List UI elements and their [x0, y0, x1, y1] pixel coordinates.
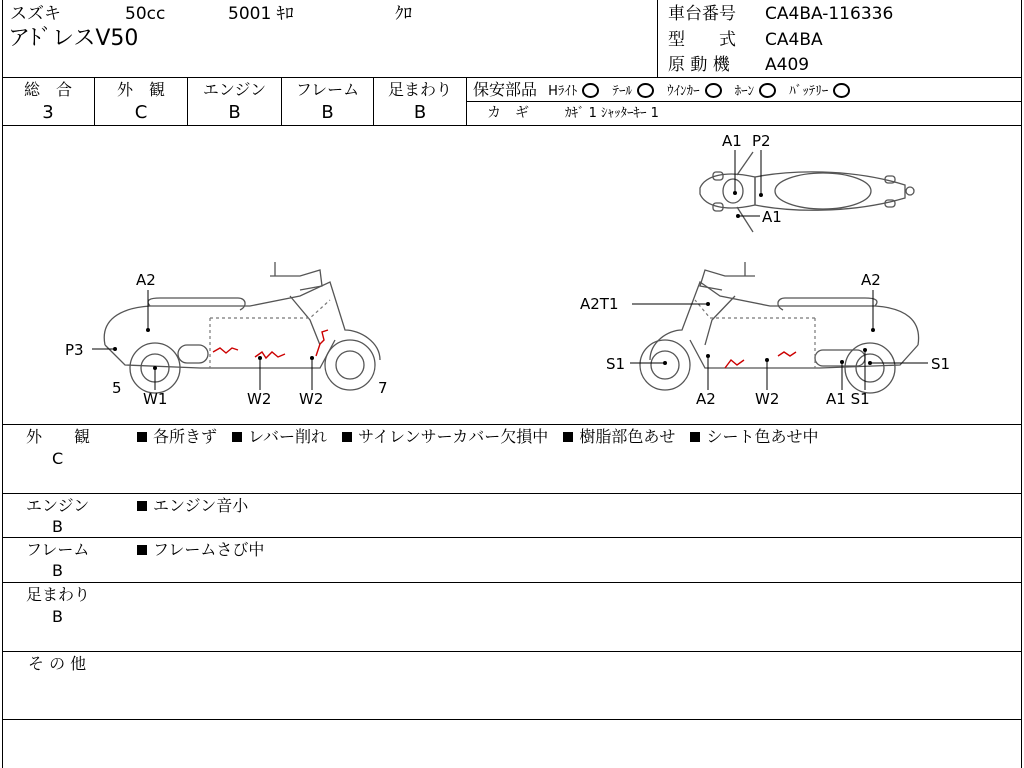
damage-marks — [213, 330, 796, 368]
left-5-label: 5 — [112, 379, 122, 397]
ok-circle-icon — [833, 83, 850, 98]
left-7-label: 7 — [378, 379, 388, 397]
line-remark-2 — [2, 537, 1022, 538]
top-p2-label: P2 — [752, 132, 771, 150]
left-a2-label: A2 — [136, 271, 156, 289]
ok-circle-icon — [637, 83, 654, 98]
grade-value-frame: B — [321, 102, 334, 123]
remark-items-engine — [137, 498, 258, 514]
top-a1-label: A1 — [722, 132, 742, 150]
right-a2t1-label: A2T1 — [580, 295, 619, 313]
grade-col-5 — [466, 77, 467, 125]
bullet-square-icon — [137, 501, 147, 511]
grade-value-overall: 3 — [42, 102, 54, 123]
type-value: CA4BA — [765, 30, 823, 50]
remark-item: レバー削れ — [248, 427, 327, 446]
remark-items-frame — [137, 542, 274, 558]
chassis-value: CA4BA-116336 — [765, 4, 894, 24]
top-a1-bottom-label: A1 — [762, 208, 782, 226]
right-a2-bottom-label: A2 — [696, 390, 716, 408]
color: ｸﾛ — [395, 4, 412, 24]
safety-item-tail: ﾃｰﾙ — [612, 84, 632, 99]
model-name: アﾄﾞレスV50 — [8, 26, 139, 51]
ok-circle-icon — [705, 83, 722, 98]
type-label: 型 式 — [668, 30, 736, 50]
line-grade-mid — [466, 101, 1022, 102]
remark-item: エンジン音小 — [153, 496, 249, 515]
line-remark-5 — [2, 719, 1022, 720]
grade-header-overall: 総 合 — [23, 80, 72, 99]
remark-item: 樹脂部色あせ — [579, 427, 676, 446]
engine-label: 原 動 機 — [668, 55, 730, 75]
safety-label: 保安部品 — [473, 80, 538, 99]
left-p3-label: P3 — [65, 341, 84, 359]
condition-diagram — [0, 126, 1024, 424]
remark-items-exterior — [137, 429, 828, 445]
right-a1s1-label: A1 S1 — [826, 390, 870, 408]
grade-value-exterior: C — [134, 102, 148, 123]
grade-value-suspension: B — [413, 102, 427, 123]
remark-grade-exterior: C — [52, 449, 64, 468]
key-label: カ ギ — [487, 105, 529, 121]
grade-value-engine: B — [228, 102, 241, 123]
line-header-divider — [657, 0, 658, 77]
safety-item-horn: ﾎｰﾝ — [734, 84, 755, 99]
right-s1-left-label: S1 — [606, 355, 626, 373]
left-w2b-label: W2 — [299, 390, 324, 408]
safety-row — [473, 82, 858, 98]
remark-grade-frame: B — [52, 561, 63, 580]
ok-circle-icon — [759, 83, 776, 98]
top-view-scooter — [700, 152, 914, 232]
line-diagram-bottom — [2, 424, 1022, 425]
maker: スズキ — [10, 4, 61, 24]
remark-label-frame: フレーム — [26, 540, 90, 559]
left-w2a-label: W2 — [247, 390, 272, 408]
remark-grade-engine: B — [52, 517, 63, 536]
ok-circle-icon — [582, 83, 599, 98]
mileage: 5001 ｷﾛ — [228, 4, 294, 24]
remark-item: 各所きず — [153, 427, 218, 446]
key-value: ｶｷﾞ 1 ｼｬｯﾀｰｷｰ 1 — [565, 106, 659, 121]
grade-header-frame: フレーム — [295, 80, 360, 99]
remark-label-exterior: 外 観 — [26, 427, 91, 446]
remark-grade-suspension: B — [52, 607, 63, 626]
remark-item: フレームさび中 — [153, 540, 265, 559]
remark-label-other: そ の 他 — [28, 654, 87, 673]
right-s1-right-label: S1 — [931, 355, 951, 373]
grade-header-suspension: 足まわり — [387, 80, 452, 99]
remark-item: サイレンサーカバー欠損中 — [358, 427, 549, 446]
bullet-square-icon — [563, 432, 573, 442]
grade-header-engine: エンジン — [202, 80, 267, 99]
bullet-square-icon — [342, 432, 352, 442]
line-remark-4 — [2, 651, 1022, 652]
right-a2-label: A2 — [861, 271, 881, 289]
bullet-square-icon — [232, 432, 242, 442]
left-w1-label: W1 — [143, 390, 168, 408]
engine-value: A409 — [765, 55, 810, 75]
remark-label-engine: エンジン — [26, 496, 90, 515]
line-remark-1 — [2, 493, 1022, 494]
line-header-bottom — [2, 77, 1022, 78]
grade-header-exterior: 外 観 — [116, 80, 165, 99]
bullet-square-icon — [137, 432, 147, 442]
right-w2-label: W2 — [755, 390, 780, 408]
remark-label-suspension: 足まわり — [26, 585, 91, 604]
safety-item-battery: ﾊﾞｯﾃﾘｰ — [789, 84, 829, 99]
safety-item-winker: ｳｲﾝｶｰ — [667, 84, 700, 99]
displacement: 50cc — [125, 4, 166, 24]
remark-item: シート色あせ中 — [706, 427, 819, 446]
safety-item-headlight: Hﾗｲﾄ — [548, 84, 578, 99]
chassis-label: 車台番号 — [668, 4, 736, 24]
bullet-square-icon — [137, 545, 147, 555]
bullet-square-icon — [690, 432, 700, 442]
line-remark-3 — [2, 582, 1022, 583]
